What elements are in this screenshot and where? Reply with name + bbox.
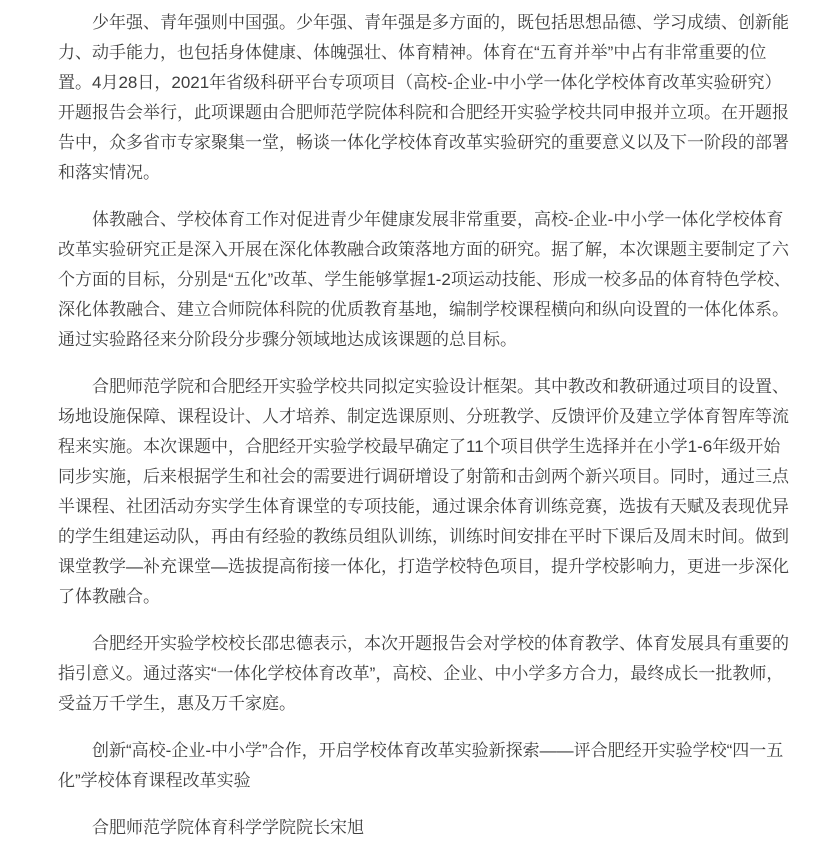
- paragraph-review-title: 创新“高校-企业-中小学”合作，开启学校体育改革实验新探索——评合肥经开实验学校“四一五化”学校体育课程改革实验: [58, 741, 784, 790]
- paragraph-principal-remarks: 合肥经开实验学校校长邵忠德表示，本次开题报告会对学校的体育教学、体育发展具有重要的指引意义。通过落实“一体化学校体育改革”，高校、企业、中小学多方合力，最终成长一批教师，受益万千学生，惠及万千家庭。: [58, 634, 789, 713]
- paragraph-author: 合肥师范学院体育科学学院院长宋旭: [92, 818, 364, 837]
- paragraph-implementation: 合肥师范学院和合肥经开实验学校共同拟定实验设计框架。其中教改和教研通过项目的设置、场地设施保障、课程设计、人才培养、制定选课原则、分班教学、反馈评价及建立学体育智库等流程来实施。本次课题中，合肥经开实验学校最早确定了11个项目供学生选择并在小学1-6年级开始同步实施，后来根据学生和社会的需要进行调研增设了射箭和击剑两个新兴项目。同时，通过三点半课程、社团活动夯实学生体育课堂的专项技能，通过课余体育训练竞赛，选拔有天赋及表现优异的学生组建运动队，再由有经验的教练员组队训练，训练时间安排在平时下课后及周末时间。做到课堂教学—补充课堂—选拔提高衔接一体化，打造学校特色项目，提升学校影响力，更进一步深化了体教融合。: [58, 377, 789, 606]
- paragraph-intro: 少年强、青年强则中国强。少年强、青年强是多方面的，既包括思想品德、学习成绩、创新能力、动手能力，也包括身体健康、体魄强壮、体育精神。体育在“五育并举”中占有非常重要的位置。4月28日，2021年省级科研平台专项项目（高校-企业-中小学一体化学校体育改革实验研究）开题报告会举行，此项课题由合肥师范学院体科院和合肥经开实验学校共同申报并立项。在开题报告中，众多省市专家聚集一堂，畅谈一体化学校体育改革实验研究的重要意义以及下一阶段的部署和落实情况。: [58, 13, 789, 182]
- paragraph-goals: 体教融合、学校体育工作对促进青少年健康发展非常重要，高校-企业-中小学一体化学校体育改革实验研究正是深入开展在深化体教融合政策落地方面的研究。据了解，本次课题主要制定了六个方面的目标，分别是“五化”改革、学生能够掌握1-2项运动技能、形成一校多品的体育特色学校、深化体教融合、建立合师院体科院的优质教育基地，编制学校课程横向和纵向设置的一体化体系。通过实验路径来分阶段分步骤分领域地达成该课题的总目标。: [58, 210, 791, 349]
